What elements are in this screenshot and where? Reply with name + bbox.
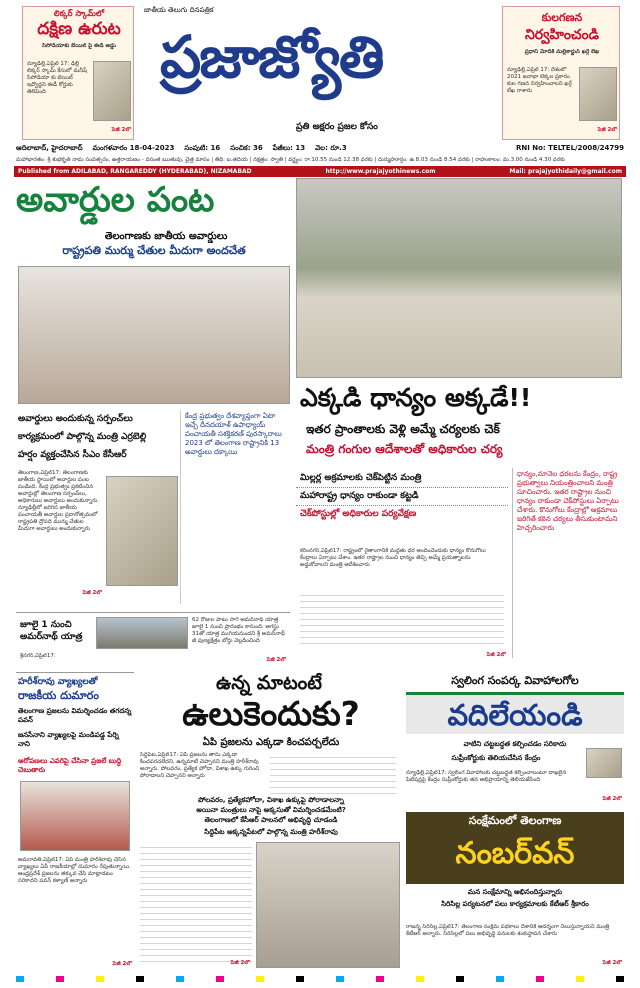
marriage-headline-box bbox=[406, 692, 624, 734]
contact-email[interactable]: Mail: prajajyothidaily@gmail.com bbox=[509, 168, 622, 175]
pawan-more[interactable]: పేజీ 2లో bbox=[112, 961, 132, 967]
center-deck3: తెలంగాణలో కేసీఆర్ పాలనలో అభివృద్ధి చూడండి bbox=[204, 816, 338, 824]
grain-sub2: మంత్రి గంగుల ఆదేశాలతో అధికారుల చర్య bbox=[306, 442, 503, 456]
grain-body: కరీంనగర్,ఏప్రిల్17: రాష్ట్రంలో రైతాంగానికి మద్దతు ధర అందించేందుకు ధాన్యం కొనుగోలు కేంద్రాలు ఏర్పాటు చేశాం. ఇతర రాష్ట్రాల నుంచి ధాన్యం తెచ్చి అమ్మే ప్రయత్నాలను అడ్డుకోవాలని మంత్రి ఆదేశించారు bbox=[300, 548, 486, 568]
grain-more[interactable]: పేజీ 2లో bbox=[486, 652, 506, 658]
center-kicker: ఉన్న మాటంటే bbox=[216, 672, 322, 694]
center-body-lower bbox=[140, 842, 252, 966]
welfare-sub1: మన సంక్షేమాన్ని అభినందిస్తున్నారు bbox=[467, 888, 563, 896]
center-photo bbox=[256, 842, 400, 968]
marriage-section bbox=[406, 672, 624, 808]
dateline-price: వెల: రూ.3 bbox=[315, 144, 347, 152]
publisher-bar-left: Published from ADILABAD, RANGAREDDY (HYDERABAD), NIZAMABAD bbox=[18, 168, 252, 175]
welfare-sub2: సిరిసిల్ల పర్యటనలో పలు కార్యక్రమాలకు కేటీఆర్ శ్రీకారం bbox=[441, 900, 589, 908]
marriage-sub2: సుప్రీంకోర్టుకు తెలియచేసిన కేంద్రం bbox=[451, 754, 541, 762]
marriage-more[interactable]: పేజీ 2లో bbox=[602, 796, 622, 802]
dateline-pages: పేజీలు: 13 bbox=[272, 144, 306, 152]
right-promo-box[interactable] bbox=[502, 6, 620, 140]
left-promo-title: దక్షిణ ఉరుట bbox=[37, 19, 121, 39]
welfare-headline-box bbox=[406, 812, 624, 884]
awards-body: తెలంగాణ,ఏప్రిల్17: తెలంగాణకు జాతీయ స్థాయిలో అవార్డుల పంట పండింది. కేంద్ర ప్రభుత్వం ప్రకటించిన అవార్డుల్లో తెలంగాణ సర్పంచ్‌లు, అధికారులు అవార్డులు అందుకున్నారు. న్యూఢిల్లీలో జరిగిన జాతీయ పంచాయతీ అవార్డుల ప్రదానోత్సవంలో రాష్ట్రపతి ద్రౌపది ముర్ము చేతుల మీదుగా అవార్డులు అందుకున్నారు bbox=[18, 470, 100, 532]
supreme-court-photo bbox=[586, 748, 622, 778]
pawan-subheading: రాజకీయ దుమారం bbox=[18, 689, 99, 702]
left-promo-sub: సిసోడియాకు బెయిల్ పై ఈడీ అడ్డు bbox=[42, 43, 116, 49]
left-promo-heading: లిక్కర్ స్కామ్‌లో bbox=[53, 9, 105, 18]
awards-photo bbox=[18, 266, 290, 404]
dateline bbox=[16, 144, 624, 156]
almanac-ribbon: మహాభారతం: శ్రీ శుభకృత్ నామ సంవత్సరం, ఉత్తరాయణం - వసంత ఋతువు, చైత్ర మాసం | తిథి: బ.తదియ | నక్షత్రం: స్వాతి | వర్జ్యం: రా.10.55 నుండి 12.38 వరకు | దుర్ముహూర్తం: ఉ.8.03 నుండి 8.54 వరకు | రాహుకాలం: మ.3.00 నుండి 4.30 వరకు bbox=[16, 157, 565, 163]
website-link[interactable]: http://www.prajajyothinews.com bbox=[325, 168, 436, 175]
center-sub: ఏపి ప్రజలను ఎక్కడా కించపర్చలేదు bbox=[202, 737, 340, 748]
center-lower-columns bbox=[140, 842, 252, 966]
awards-sub2: రాష్ట్రపతి ముర్ము చేతుల మీదుగా అందచేత bbox=[62, 244, 246, 257]
left-promo-more[interactable]: పేజీ 2లో bbox=[111, 127, 131, 133]
grain-headline: ఎక్కడి ధాన్యం అక్కడే!! bbox=[300, 383, 532, 412]
marriage-sub1: వాటిని చట్టబద్ధత కల్పించడం సరికాదు bbox=[463, 740, 567, 748]
left-promo-box[interactable] bbox=[22, 6, 134, 140]
pawan-heading: హరీశ్‌రావు వ్యాఖ్యలతో bbox=[18, 677, 98, 687]
center-more[interactable]: పేజీ 2లో bbox=[230, 960, 250, 966]
awards-more[interactable]: పేజీ 2లో bbox=[82, 590, 102, 596]
right-promo-text: న్యూఢిల్లీ,ఏప్రిల్ 17: దేశంలో 2021 జనాభా లెక్కల ప్రకారం కుల గణన నిర్వహించాలని ఖర్గే లేఖ రాశారు bbox=[507, 67, 572, 94]
center-caption: సిద్దిపేట అక్కన్నపేటలో పాల్గొన్న మంత్రి హరీశ్‌రావు bbox=[204, 828, 338, 836]
yatra-photo bbox=[96, 617, 188, 649]
welfare-more[interactable]: పేజీ 2లో bbox=[602, 960, 622, 966]
dateline-place: ఆదిలాబాద్, హైదరాబాద్ bbox=[16, 144, 83, 152]
grain-body-columns bbox=[300, 590, 504, 646]
pawan-photo bbox=[20, 781, 130, 851]
welfare-kicker: సంక్షేమంలో తెలంగాణ bbox=[468, 814, 562, 827]
welfare-section bbox=[406, 812, 624, 972]
yatra-more[interactable]: పేజీ 2లో bbox=[266, 657, 286, 663]
yatra-text: 62 రోజుల పాటు సాగే అమర్‌నాథ్ యాత్ర జూలై 1 నుంచి ప్రారంభం కానుంది. ఆగస్టు 31తో యాత్ర ముగియనుందని శ్రీ అమర్‌నాథ్ జీ పుణ్యక్షేత్రం బోర్డు వెల్లడించింది bbox=[192, 617, 285, 644]
grain-side-text: ధాన్యం,నూనెల ధరలను కేంద్రం, రాష్ట్ర ప్రభుత్వాలు నియంత్రించాలని మంత్రి సూచించారు. ఇతర రాష్ట్రాల నుంచి ధాన్యం రాకుండా చెక్‌పోస్టులు ఏర్పాటు చేశారు. కొనుగోలు కేంద్రాల్లో అక్రమాలు జరిగితే కఠిన చర్యలు తీసుకుంటామని హెచ్చరించారు bbox=[517, 470, 619, 532]
masthead-tagline-top: జాతీయ తెలుగు దినపత్రిక bbox=[144, 6, 214, 14]
awards-caption-text: కేంద్ర ప్రభుత్వం దేశవ్యాప్తంగా ఏటా ఇచ్చే దీనదయాళ్ ఉపాధ్యాయ్ పంచాయతీ సశక్తికరణ్ పురస్కారాలు 2023 లో తెలంగాణ రాష్ట్రానికి 13 అవార్డులు దక్కాయి bbox=[185, 412, 282, 456]
publisher-bar bbox=[14, 166, 626, 177]
awards-sub1: తెలంగాణకు జాతీయ అవార్డులు bbox=[104, 231, 228, 242]
marriage-headline: వదిలేయండి bbox=[447, 698, 583, 732]
yatra-headline: జూలై 1 నుంచి అమర్‌నాథ్ యాత్ర bbox=[20, 620, 83, 642]
grain-bullet: మహారాష్ట్ర ధాన్యం రాకుండా కట్టడి bbox=[296, 488, 508, 506]
grain-side-column bbox=[512, 468, 624, 658]
center-body-columns bbox=[270, 752, 396, 794]
dateline-issue: సంచిక: 36 bbox=[230, 144, 263, 152]
yatra-place: శ్రీనగర్,ఏప్రిల్17: bbox=[20, 653, 56, 659]
awards-kicker3: హర్షం వ్యక్తంచేసిన సీఎం కేసీఆర్ bbox=[18, 450, 127, 460]
pawan-sub1: తెలంగాణ ప్రజలను విమర్శించడం తగదన్న పవన్ bbox=[18, 707, 132, 724]
yatra-section bbox=[16, 612, 290, 668]
grain-bullet: మిల్లర్ల అక్రమాలకు చెక్‌పెట్టిన మంత్రి bbox=[296, 470, 508, 488]
center-deck1: పోలవరం, ప్రత్యేకహోదా, విశాఖ ఉక్కుపై పోరాడాలన్నా bbox=[198, 796, 344, 804]
masthead-tagline-bottom: ప్రతి అక్షరం ప్రజల కోసం bbox=[296, 122, 378, 132]
center-deck2: అయినా మంత్రులు నాపై అక్కసుతో విమర్శించడమేంటి? bbox=[196, 806, 346, 814]
awards-caption-box bbox=[180, 410, 290, 604]
right-promo-title: నిర్వహించండి bbox=[524, 27, 600, 43]
right-promo-more[interactable]: పేజీ 2లో bbox=[597, 127, 617, 133]
right-promo-photo bbox=[579, 67, 617, 121]
welfare-headline: నంబర్‌వన్ bbox=[455, 836, 575, 871]
pawan-section bbox=[16, 672, 134, 972]
awards-headline: అవార్డుల పంట bbox=[16, 180, 215, 220]
grain-bullet: చెక్‌పోస్టుల్లో అధికారుల పర్యవేక్షణ bbox=[300, 509, 417, 519]
dateline-date: మంగళవారం 18-04-2023 bbox=[92, 144, 175, 152]
awards-inset-photo bbox=[106, 476, 178, 586]
left-promo-text: న్యూఢిల్లీ,ఏప్రిల్ 17: ఢిల్లీ లిక్కర్ స్కామ్ కేసులో మనీష్ సిసోడియా కు బెయిల్ ఇవ్వొద్దని ఈడీ కోర్టుకు తెలిపింది bbox=[27, 61, 88, 95]
right-promo-sub: ప్రధాని మోదీకి మల్లికార్జున్ ఖర్గే లేఖ bbox=[524, 49, 600, 55]
print-color-bar bbox=[16, 976, 624, 982]
marriage-kicker: స్వలింగ సంపర్క వివాహాలగోల bbox=[451, 674, 579, 687]
left-promo-photo bbox=[93, 61, 131, 121]
right-promo-heading: కులగణన bbox=[541, 11, 583, 24]
marriage-body: న్యూఢిల్లీ,ఏప్రిల్17: స్వలింగ వివాహాలకు చట్టబద్ధత కల్పించాలంటూ దాఖలైన పిటిషన్లపై కేంద్రం సుప్రీంకోర్టుకు తన అభిప్రాయాన్ని తెలియజేసింది bbox=[406, 770, 567, 783]
awards-kicker2: కార్యక్రమంలో పాల్గొన్న మంత్రి ఎర్రబెల్లి bbox=[18, 432, 147, 442]
dateline-volume: సంపుటి: 16 bbox=[184, 144, 221, 152]
grain-sub1: ఇతర ప్రాంతాలకు వెళ్లి అమ్మే చర్యలకు చెక్ bbox=[306, 422, 500, 436]
grain-photo bbox=[296, 178, 622, 378]
dateline-rni: RNI No: TELTEL/2008/24799 bbox=[515, 144, 624, 152]
center-headline: ఉలుకెందుకు? bbox=[182, 694, 360, 733]
masthead-title: ప్రజాజ్యోతి bbox=[160, 23, 383, 91]
center-body: సిద్దిపేట,ఏప్రిల్17: ఏపీ ప్రజలను తాను ఎక్కడా కించపరచలేదని, ఉన్నమాటే చెప్పానని మంత్రి హరీశ్‌రావు అన్నారు. పోలవరం, ప్రత్యేక హోదా, విశాఖ ఉక్కు గురించి పోరాడాలని చెప్పానని అన్నారు bbox=[140, 752, 260, 779]
pawan-sub3: ఆరోపణలు ఎవరిపై చేసినా ప్రజలే బుద్ధి చెబుతారు bbox=[18, 757, 122, 774]
grain-bullets bbox=[296, 470, 508, 523]
welfare-body: రాజన్న సిరిసిల్ల,ఏప్రిల్17: తెలంగాణ సంక్షేమ పథకాలు దేశానికే ఆదర్శంగా నిలుస్తున్నాయని మంత్రి కేటీఆర్ అన్నారు. సిరిసిల్లలో పలు అభివృద్ధి పనులకు శంకుస్థాపన చేశారు bbox=[406, 924, 610, 937]
awards-kicker1: అవార్డులు అందుకున్న సర్పంచ్‌లు bbox=[18, 414, 133, 424]
pawan-body: అమరావతి,ఏప్రిల్17: ఏపీ మంత్రి హరీశ్‌రావు చేసిన వ్యాఖ్యలు ఏపీ రాజకీయాల్లో దుమారం రేపుతున్నాయి. ఆంధ్రప్రదేశ్ ప్రజలను తక్కువ చేసి మాట్లాడటం సరికాదని పవన్ కళ్యాణ్ అన్నారు bbox=[18, 857, 131, 884]
pawan-sub2: జనసేనాని వ్యాఖ్యలపై మండిపడ్డ పేర్ని నాని bbox=[18, 731, 119, 748]
